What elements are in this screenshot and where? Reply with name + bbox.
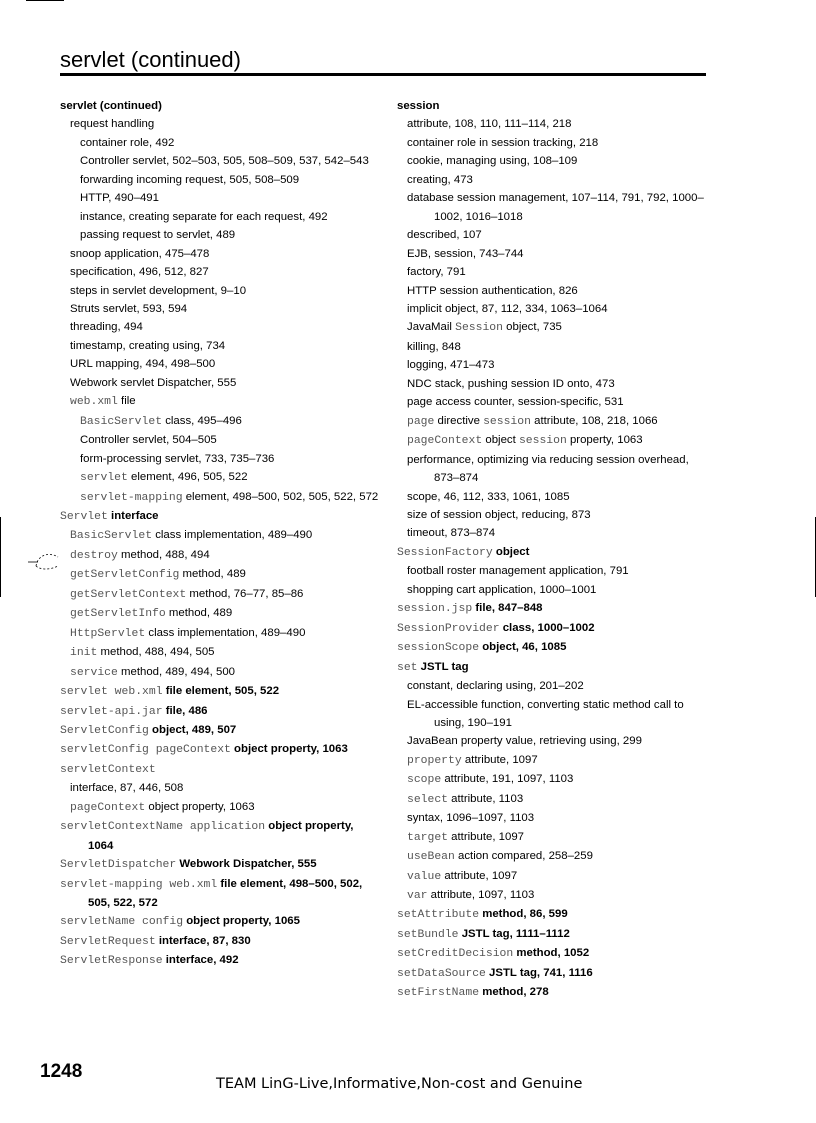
index-entry (60, 855, 380, 874)
index-entry (397, 97, 717, 115)
index-term-text: form-processing servlet, 733, 735–736 (80, 452, 275, 465)
index-term-code: pageContext (70, 801, 146, 814)
index-column-right (397, 97, 717, 1003)
index-term-text: NDC stack, pushing session ID onto, 473 (407, 377, 615, 390)
index-term-text: shopping cart application, 1000–1001 (407, 583, 597, 596)
index-entry (60, 208, 380, 226)
index-term-text: specification, 496, 512, 827 (70, 266, 209, 279)
index-entry (397, 677, 717, 695)
index-term-code: select (407, 793, 449, 806)
index-term-code: destroy (70, 549, 118, 562)
index-entry (60, 488, 380, 507)
index-term-code: servletContextName application (60, 821, 266, 834)
top-edge-line (26, 0, 64, 1)
index-term-text: interface, 87, 830 (155, 934, 251, 947)
index-entry (397, 944, 717, 963)
index-term-code: setFirstName (397, 987, 480, 1000)
index-entry (397, 282, 717, 300)
index-term-text: syntax, 1096–1097, 1103 (407, 812, 535, 825)
index-term-text: database session management, 107–114, 791, 792, 1000–1002, 1016–1018 (407, 192, 704, 223)
index-term-code: getServletConfig (70, 569, 180, 582)
index-entry (60, 134, 380, 152)
index-entry (397, 152, 717, 170)
index-entry (60, 374, 380, 392)
index-term-text: attribute, 1103 (448, 792, 524, 805)
index-term-code: SessionProvider (397, 622, 500, 635)
index-entry (397, 338, 717, 356)
index-term-code: ServletRequest (60, 935, 156, 948)
index-term-code: getServletContext (70, 588, 187, 601)
index-term-code: servlet-mapping (80, 491, 183, 504)
registration-mark-icon (28, 548, 62, 572)
index-term-text: object, 489, 507 (148, 723, 237, 736)
index-term-text: JavaBean property value, retrieving using, 299 (407, 735, 642, 748)
index-entry (397, 245, 717, 263)
index-entry (397, 412, 717, 431)
index-entry (60, 300, 380, 318)
index-term-text: file, 486 (162, 704, 208, 717)
index-term-text: method, 489 (165, 607, 233, 620)
index-entry (60, 951, 380, 970)
index-entry (397, 543, 717, 562)
index-entry (60, 337, 380, 355)
index-term-code: Session (455, 322, 503, 335)
index-entry (60, 152, 380, 170)
index-entry (397, 431, 717, 450)
index-term-text: Webwork Dispatcher, 555 (176, 858, 317, 871)
index-term-code: session (483, 415, 531, 428)
index-entry (60, 245, 380, 263)
index-entry (397, 226, 717, 244)
index-entry (60, 392, 380, 411)
index-entry (397, 506, 717, 524)
index-term-code: var (407, 890, 428, 903)
index-entry (397, 867, 717, 886)
index-term-text: method, 489, 494, 500 (117, 665, 236, 678)
index-entry (60, 740, 380, 759)
index-term-text: method, 278 (479, 986, 549, 999)
index-term-text: class implementation, 489–490 (145, 626, 306, 639)
header-rule (60, 73, 706, 76)
index-entry (397, 562, 717, 580)
index-term-text: session (397, 100, 440, 112)
index-term-text: EJB, session, 743–744 (407, 247, 524, 260)
index-entry (60, 721, 380, 740)
index-entry (397, 451, 717, 488)
index-entry (397, 581, 717, 599)
index-term-text: object property, 1063 (145, 800, 255, 813)
index-term-code: scope (407, 774, 442, 787)
index-entry (397, 300, 717, 318)
index-term-text: object (482, 434, 519, 447)
index-entry (60, 412, 380, 431)
index-term-text: method, 489 (179, 568, 246, 581)
index-entry (60, 97, 380, 115)
index-term-code: servletContext (60, 763, 156, 776)
page-number: 1248 (40, 1061, 83, 1082)
index-term-text: file element, 505, 522 (162, 685, 280, 698)
index-entry (60, 318, 380, 336)
index-term-code: servlet-mapping web.xml (60, 878, 218, 891)
index-entry (60, 171, 380, 189)
index-entry (397, 638, 717, 657)
index-entry (60, 682, 380, 701)
index-entry (397, 524, 717, 542)
index-term-text: JSTL tag, 1111–1112 (458, 927, 570, 940)
index-entry (60, 526, 380, 545)
index-entry (60, 663, 380, 682)
index-term-code: sessionScope (397, 642, 480, 655)
index-entry (60, 431, 380, 449)
index-term-code: web.xml (70, 396, 118, 409)
footer-text: TEAM LinG-Live,Informative,Non-cost and Genuine (216, 1076, 583, 1092)
index-term-text: action compared, 258–259 (454, 850, 593, 863)
index-entry (60, 643, 380, 662)
index-term-code: property (407, 754, 462, 767)
index-term-text: killing, 848 (407, 340, 461, 353)
index-entry (60, 798, 380, 817)
index-term-text: attribute, 1097 (461, 753, 538, 766)
index-term-text: servlet (continued) (60, 100, 162, 112)
index-entry (397, 599, 717, 618)
index-entry (397, 619, 717, 638)
index-term-code: HttpServlet (70, 627, 146, 640)
index-term-code: useBean (407, 851, 455, 864)
index-term-text: attribute, 1097, 1103 (427, 889, 535, 902)
index-entry (397, 488, 717, 506)
index-term-code: servlet (80, 472, 128, 485)
index-term-text: timeout, 873–874 (407, 527, 496, 540)
index-term-text: interface, 492 (162, 954, 239, 967)
index-term-text: file (117, 395, 136, 408)
index-entry (397, 115, 717, 133)
index-entry (60, 507, 380, 526)
index-entry (60, 624, 380, 643)
index-term-code: session.jsp (397, 603, 473, 616)
index-entry (60, 585, 380, 604)
index-entry (397, 964, 717, 983)
index-term-text: class, 495–496 (162, 414, 242, 427)
index-entry (397, 356, 717, 374)
index-term-text: attribute, 108, 218, 1066 (530, 414, 658, 427)
index-term-code: page (407, 415, 435, 428)
index-term-text: page access counter, session-specific, 531 (407, 396, 624, 409)
index-term-text: football roster management application, 791 (407, 565, 629, 578)
index-term-text: cookie, managing using, 108–109 (407, 155, 578, 168)
index-term-text: attribute, 191, 1097, 1103 (441, 773, 574, 786)
index-entry (397, 809, 717, 827)
index-term-text: class implementation, 489–490 (152, 529, 313, 542)
index-term-text: performance, optimizing via reducing session overhead, 873–874 (407, 453, 689, 485)
index-entry (397, 189, 717, 226)
index-term-text: implicit object, 87, 112, 334, 1063–1064 (407, 302, 608, 315)
index-term-text: constant, declaring using, 201–202 (407, 680, 584, 693)
index-entry (397, 790, 717, 809)
index-term-text: HTTP session authentication, 826 (407, 284, 578, 297)
index-term-text: JSTL tag, 741, 1116 (485, 966, 593, 979)
index-term-text: scope, 46, 112, 333, 1061, 1085 (407, 490, 570, 503)
index-entry (60, 355, 380, 373)
index-term-text: method, 86, 599 (479, 908, 568, 921)
index-entry (397, 828, 717, 847)
index-term-code: setAttribute (397, 909, 480, 922)
index-entry (60, 932, 380, 951)
index-term-text: logging, 471–473 (407, 359, 495, 372)
index-entry (60, 546, 380, 565)
index-entry (60, 912, 380, 931)
index-entry (60, 189, 380, 207)
index-term-text: directive (434, 414, 484, 427)
index-term-text: passing request to servlet, 489 (80, 229, 236, 242)
index-term-text: interface, 87, 446, 508 (70, 782, 184, 795)
index-term-text: object, 735 (502, 321, 562, 334)
index-entry (60, 115, 380, 133)
index-term-text: element, 498–500, 502, 505, 522, 572 (182, 490, 379, 503)
index-term-text: forwarding incoming request, 505, 508–509 (80, 173, 300, 186)
index-term-code: setDataSource (397, 967, 486, 980)
index-entry (397, 905, 717, 924)
index-term-code: ServletResponse (60, 955, 163, 968)
index-term-text: timestamp, creating using, 734 (70, 339, 226, 352)
index-term-text: object (492, 545, 530, 558)
index-entry (60, 779, 380, 797)
index-term-text: instance, creating separate for each request, 492 (80, 210, 328, 223)
index-term-text: method, 488, 494, 505 (97, 646, 215, 659)
index-entry (397, 925, 717, 944)
index-entry (60, 565, 380, 584)
index-term-text: property, 1063 (566, 434, 643, 447)
index-entry (397, 263, 717, 281)
index-term-code: ServletDispatcher (60, 859, 177, 872)
index-term-code: Servlet (60, 510, 108, 523)
index-entry (397, 983, 717, 1002)
index-term-text: method, 1052 (513, 947, 590, 960)
index-term-text: interface (107, 509, 159, 522)
index-term-code: getServletInfo (70, 608, 166, 621)
index-entry (397, 393, 717, 411)
index-term-text: element, 496, 505, 522 (127, 471, 248, 484)
index-entry (397, 375, 717, 393)
index-term-text: file element, 498–500, 502, 505, 522, 572 (88, 877, 363, 910)
page-header-title: servlet (continued) (60, 47, 241, 72)
index-term-code: setCreditDecision (397, 948, 514, 961)
index-term-text: JSTL tag (417, 660, 469, 673)
index-entry (397, 171, 717, 189)
index-entry (397, 770, 717, 789)
index-term-text: attribute, 108, 110, 111–114, 218 (407, 118, 572, 131)
index-term-text: factory, 791 (407, 266, 466, 279)
index-term-code: servlet-api.jar (60, 705, 163, 718)
index-term-text: class, 1000–1002 (499, 621, 595, 634)
index-term-code: servlet web.xml (60, 686, 163, 699)
index-term-text: creating, 473 (407, 173, 473, 186)
index-entry (60, 604, 380, 623)
index-term-text: steps in servlet development, 9–10 (70, 284, 247, 297)
index-term-text: described, 107 (407, 229, 482, 242)
index-term-text: container role, 492 (80, 136, 175, 149)
index-column-left (60, 97, 380, 971)
index-term-code: ServletConfig (60, 724, 149, 737)
index-term-code: servletConfig pageContext (60, 744, 231, 757)
index-entry (60, 875, 380, 913)
index-term-code: service (70, 666, 118, 679)
index-term-text: container role in session tracking, 218 (407, 136, 599, 149)
index-term-text: HTTP, 490–491 (80, 192, 159, 205)
index-entry (60, 263, 380, 281)
index-term-code: BasicServlet (70, 530, 153, 543)
index-term-text: request handling (70, 118, 155, 131)
index-term-text: JavaMail (407, 321, 456, 334)
index-entry (397, 696, 717, 733)
index-entry (397, 751, 717, 770)
index-term-code: init (70, 647, 98, 660)
index-term-text: Struts servlet, 593, 594 (70, 302, 188, 315)
index-term-text: size of session object, reducing, 873 (407, 508, 591, 521)
index-term-text: object property, 1065 (183, 915, 300, 928)
index-term-text: threading, 494 (70, 321, 143, 334)
index-term-code: SessionFactory (397, 546, 493, 559)
index-term-text: attribute, 1097 (448, 830, 525, 843)
index-term-text: method, 76–77, 85–86 (186, 587, 304, 600)
index-term-text: snoop application, 475–478 (70, 247, 210, 260)
index-entry (60, 450, 380, 468)
index-term-text: Webwork servlet Dispatcher, 555 (70, 376, 237, 389)
index-entry (60, 817, 380, 855)
index-term-code: servletName config (60, 916, 184, 929)
index-term-text: object property, 1064 (88, 820, 354, 852)
index-term-text: Controller servlet, 502–503, 505, 508–509, 537, 542–543 (80, 155, 369, 168)
index-term-code: session (518, 435, 567, 448)
index-term-text: method, 488, 494 (117, 548, 210, 561)
index-entry (397, 886, 717, 905)
index-entry (60, 468, 380, 487)
index-entry (60, 226, 380, 244)
index-entry (397, 318, 717, 337)
index-term-code: target (407, 831, 449, 844)
index-entry (60, 282, 380, 300)
index-entry (60, 760, 380, 779)
index-term-code: BasicServlet (80, 415, 163, 428)
index-term-text: EL-accessible function, converting static method call to using, 190–191 (407, 698, 684, 729)
index-term-code: value (407, 870, 442, 883)
index-term-code: pageContext (407, 435, 483, 448)
index-term-text: object property, 1063 (230, 743, 348, 756)
index-entry (397, 134, 717, 152)
index-term-code: setBundle (397, 928, 459, 941)
index-term-text: attribute, 1097 (441, 869, 518, 882)
index-term-code: set (397, 661, 418, 674)
index-entry (397, 847, 717, 866)
index-entry (397, 658, 717, 677)
index-term-text: object, 46, 1085 (479, 641, 567, 654)
binding-mark-left (0, 517, 1, 597)
index-term-text: URL mapping, 494, 498–500 (70, 358, 216, 371)
index-entry (397, 732, 717, 750)
index-term-text: Controller servlet, 504–505 (80, 434, 217, 447)
index-term-text: file, 847–848 (472, 602, 543, 615)
index-entry (60, 702, 380, 721)
